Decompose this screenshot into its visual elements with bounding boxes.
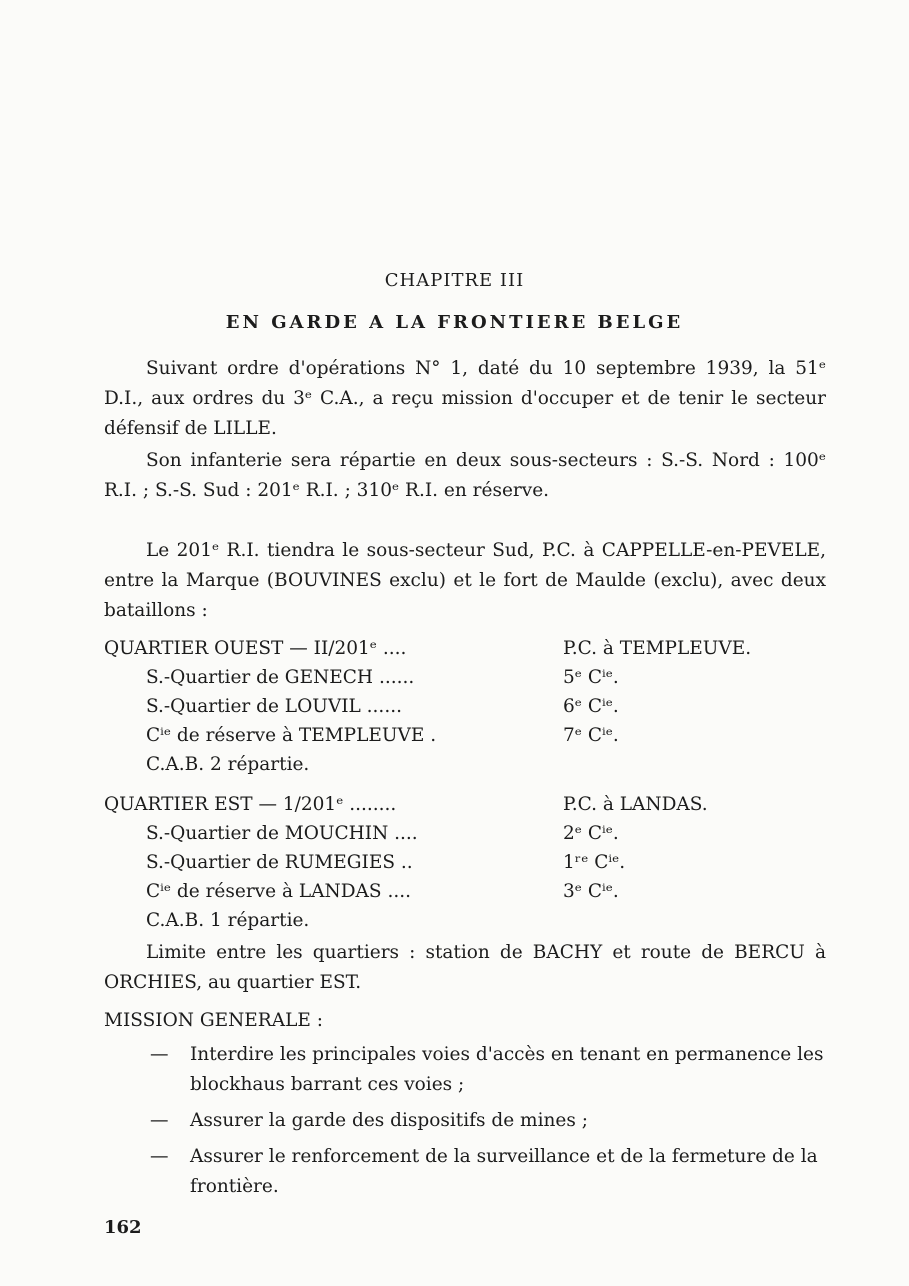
table-row — [104, 692, 844, 721]
paragraph-infantry: Son infanterie sera répartie en deux sous-secteurs : S.-S. Nord : 100ᵉ R.I. ; S.-S. Sud : 201ᵉ R.I. ; 310ᵉ R.I. en réserve. — [104, 450, 826, 501]
quartier-ouest-head-row — [104, 634, 844, 663]
row-value: 3ᵉ Cⁱᵉ. — [563, 881, 619, 902]
table-row — [104, 877, 844, 906]
row-label: S.-Quartier de GENECH ...... — [146, 667, 415, 688]
row-label: Cⁱᵉ de réserve à LANDAS .... — [146, 881, 411, 902]
quartier-est-head: QUARTIER EST — 1/201ᵉ ........ — [104, 794, 397, 815]
list-item — [150, 1142, 840, 1202]
quartier-est-block — [104, 790, 844, 935]
row-label: Cⁱᵉ de réserve à TEMPLEUVE . — [146, 725, 437, 746]
page-number: 162 — [104, 1217, 142, 1238]
paragraph-sub-sector: Le 201ᵉ R.I. tiendra le sous-secteur Sud, P.C. à CAPPELLE-en-PEVELE, entre la Marque (BOUVINES exclu) et le fort de Maulde (exclu), avec deux bataillons : — [104, 540, 826, 621]
paragraph-orders: Suivant ordre d'opérations N° 1, daté du 10 septembre 1939, la 51ᵉ D.I., aux ordres du 3ᵉ C.A., a reçu mission d'occuper et de tenir le secteur défensif de LILLE. — [104, 358, 826, 439]
list-item-text: Assurer la garde des dispositifs de mines ; — [190, 1110, 588, 1131]
chapter-title: EN GARDE A LA FRONTIERE BELGE — [225, 312, 684, 333]
list-item — [150, 1106, 840, 1136]
list-item-text: Interdire les principales voies d'accès en tenant en permanence les blockhaus barrant ces voies ; — [190, 1044, 824, 1095]
row-value: 5ᵉ Cⁱᵉ. — [563, 667, 619, 688]
dash-bullet: — — [150, 1110, 169, 1131]
row-label: C.A.B. 2 répartie. — [146, 754, 310, 775]
row-value: 7ᵉ Cⁱᵉ. — [563, 725, 619, 746]
table-row — [104, 819, 844, 848]
table-row — [104, 848, 844, 877]
quartier-ouest-head: QUARTIER OUEST — II/201ᵉ .... — [104, 638, 407, 659]
quartier-est-pc: P.C. à LANDAS. — [563, 794, 708, 815]
row-label: S.-Quartier de RUMEGIES .. — [146, 852, 413, 873]
chapter-heading: CHAPITRE III — [384, 270, 525, 291]
row-value: 2ᵉ Cⁱᵉ. — [563, 823, 619, 844]
table-row — [104, 906, 844, 935]
row-label: S.-Quartier de LOUVIL ...... — [146, 696, 402, 717]
table-row — [104, 663, 844, 692]
row-value: 1ʳᵉ Cⁱᵉ. — [563, 852, 626, 873]
dash-bullet: — — [150, 1044, 169, 1065]
dash-bullet: — — [150, 1146, 169, 1167]
quartier-ouest-block — [104, 634, 844, 779]
row-value: 6ᵉ Cⁱᵉ. — [563, 696, 619, 717]
table-row — [104, 750, 844, 779]
paragraph-limit: Limite entre les quartiers : station de BACHY et route de BERCU à ORCHIES, au quartier EST. — [104, 942, 826, 993]
row-label: C.A.B. 1 répartie. — [146, 910, 310, 931]
list-item-text: Assurer le renforcement de la surveillance et de la fermeture de la frontière. — [190, 1146, 818, 1197]
mission-list — [150, 1040, 840, 1208]
quartier-est-head-row — [104, 790, 844, 819]
quartier-ouest-pc: P.C. à TEMPLEUVE. — [563, 638, 752, 659]
mission-heading: MISSION GENERALE : — [104, 1010, 323, 1031]
list-item — [150, 1040, 840, 1100]
row-label: S.-Quartier de MOUCHIN .... — [146, 823, 418, 844]
table-row — [104, 721, 844, 750]
